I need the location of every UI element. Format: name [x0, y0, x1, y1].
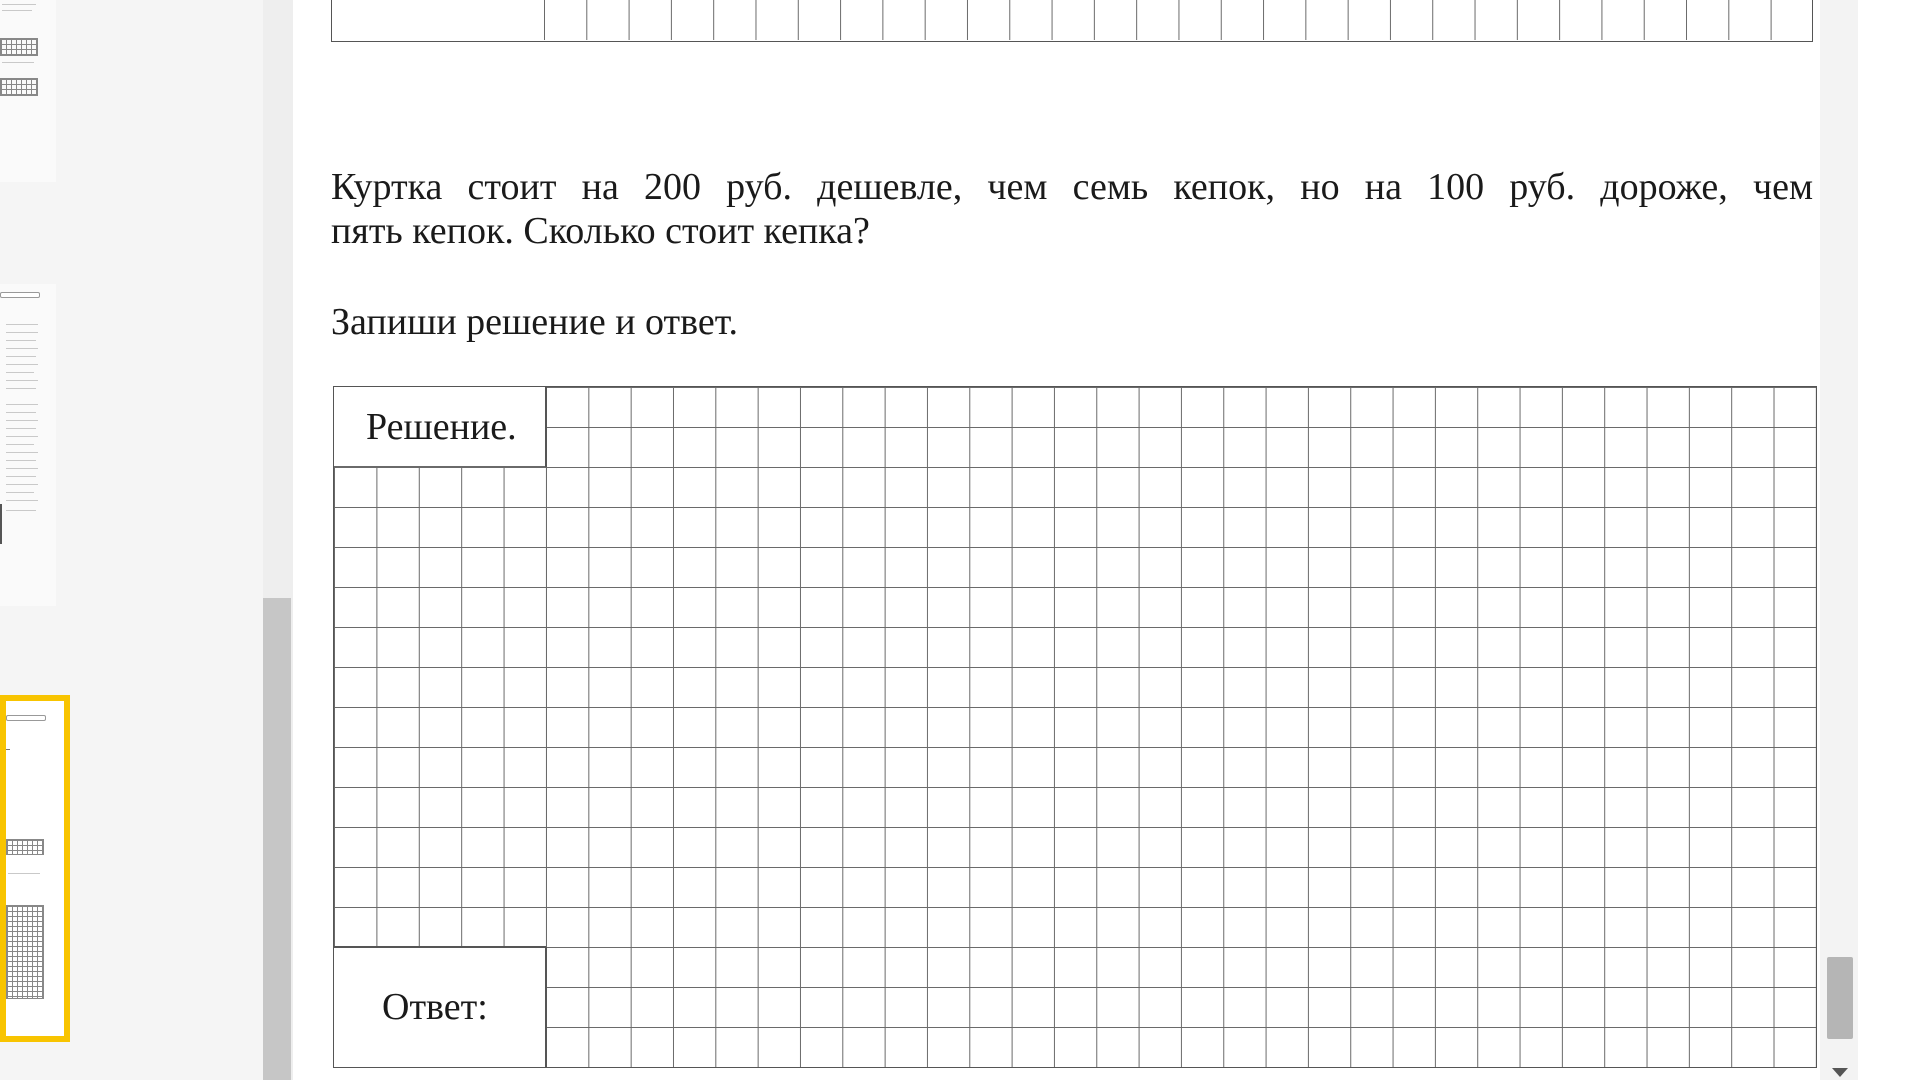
page-thumbnail-2[interactable]	[0, 284, 56, 606]
instruction-text: Запиши решение и ответ.	[331, 301, 738, 343]
page-thumbnail-3-selected[interactable]	[0, 695, 70, 1042]
solution-grid-left[interactable]	[334, 467, 546, 947]
previous-table-grid	[544, 0, 1812, 40]
problem-text-line-1: Куртка стоит на 200 руб. дешевле, чем семь кепок, но на 100 руб. дороже, чем	[331, 166, 1813, 208]
solution-answer-table	[333, 386, 1817, 1068]
scroll-down-arrow-icon[interactable]	[1832, 1068, 1848, 1077]
solution-grid-right[interactable]	[546, 387, 1816, 1067]
document-scrollbar-track[interactable]	[1820, 0, 1858, 1080]
answer-label: Ответ:	[382, 986, 488, 1028]
document-scrollbar-thumb[interactable]	[1827, 957, 1853, 1039]
page-thumbnails-sidebar	[0, 0, 263, 1080]
sidebar-scrollbar-thumb[interactable]	[263, 598, 291, 1080]
document-page	[293, 0, 1820, 1080]
right-gutter	[1858, 0, 1920, 1080]
problem-text-line-2: пять кепок. Сколько стоит кепка?	[331, 210, 870, 252]
page-thumbnail-1[interactable]	[0, 0, 56, 182]
solution-label: Решение.	[366, 406, 517, 448]
previous-answer-table	[331, 0, 1813, 42]
